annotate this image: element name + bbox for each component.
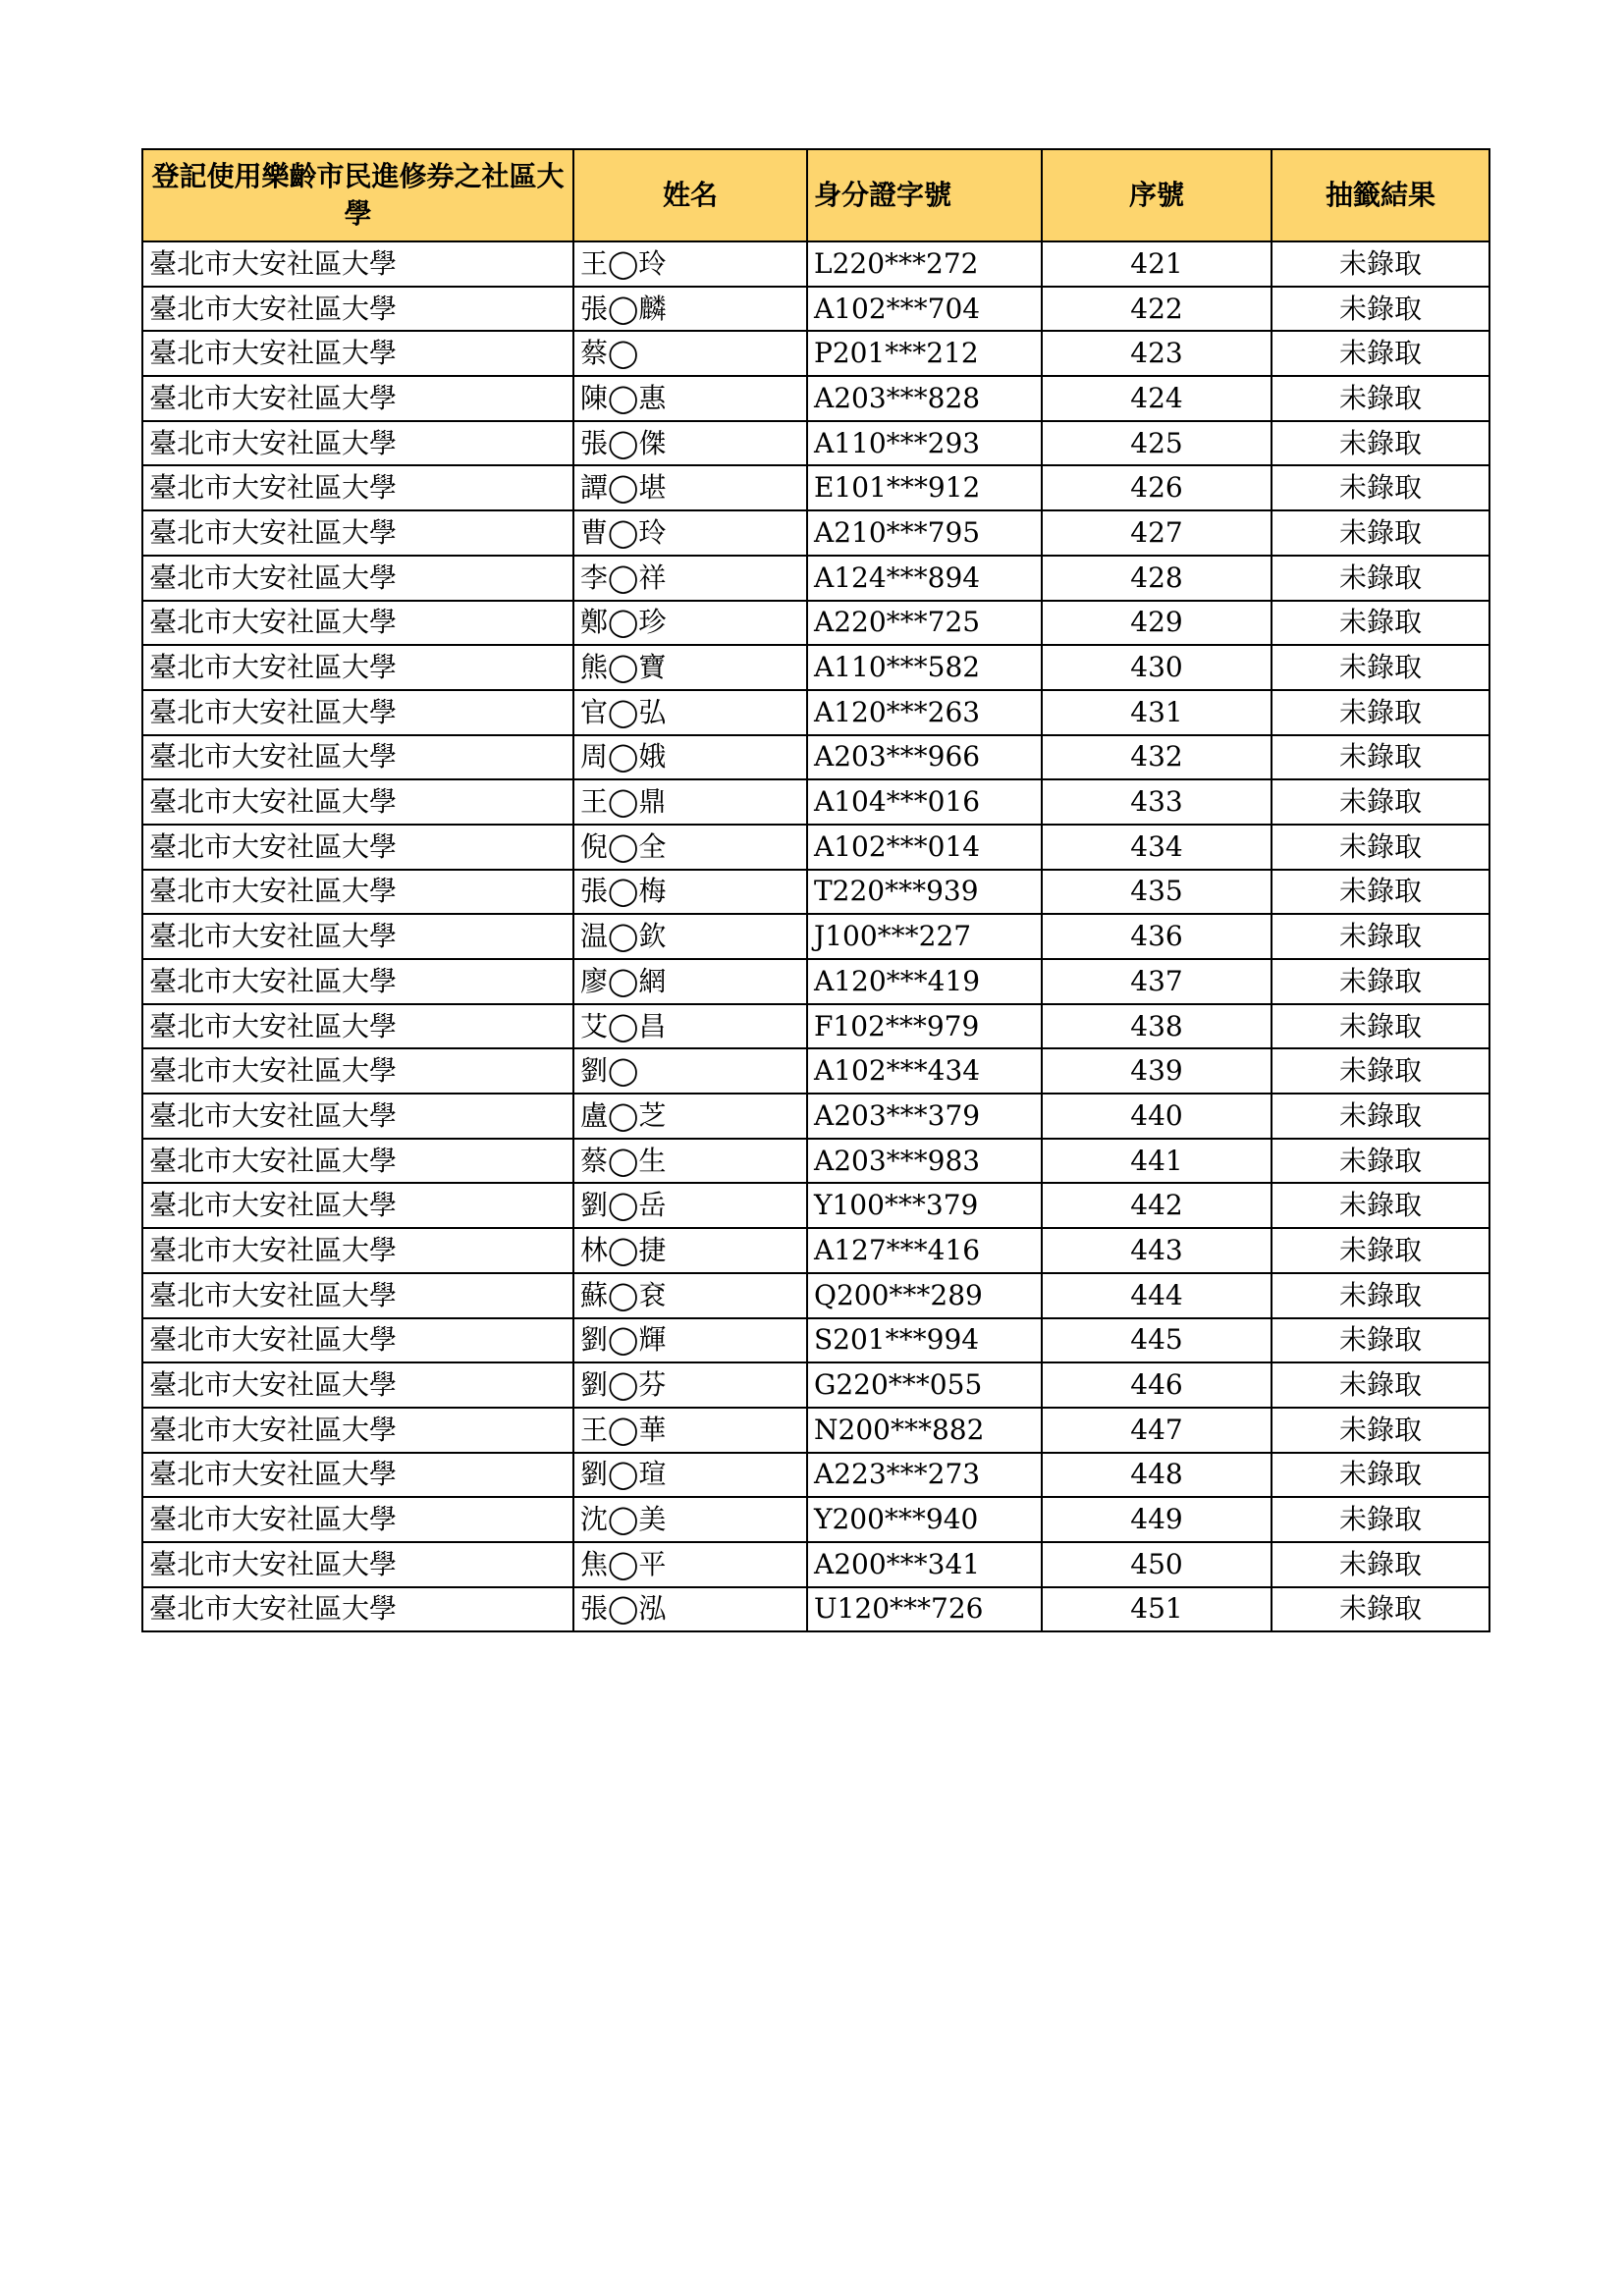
cell-result: 未錄取 [1272, 914, 1489, 959]
cell-result: 未錄取 [1272, 601, 1489, 646]
cell-name: 沈◯美 [573, 1497, 807, 1542]
cell-school: 臺北市大安社區大學 [142, 645, 573, 690]
cell-name: 蘇◯袞 [573, 1273, 807, 1318]
cell-name: 張◯傑 [573, 421, 807, 466]
cell-serial: 434 [1042, 825, 1272, 870]
table-row [142, 735, 1489, 780]
cell-result: 未錄取 [1272, 421, 1489, 466]
cell-serial: 445 [1042, 1318, 1272, 1363]
cell-name: 劉◯芬 [573, 1362, 807, 1408]
cell-name: 官◯弘 [573, 690, 807, 735]
cell-serial: 448 [1042, 1453, 1272, 1498]
cell-id-number: A203***379 [807, 1094, 1042, 1139]
cell-serial: 441 [1042, 1139, 1272, 1184]
cell-result: 未錄取 [1272, 1318, 1489, 1363]
cell-serial: 433 [1042, 779, 1272, 825]
cell-name: 盧◯芝 [573, 1094, 807, 1139]
cell-school: 臺北市大安社區大學 [142, 1094, 573, 1139]
cell-serial: 436 [1042, 914, 1272, 959]
cell-result: 未錄取 [1272, 1183, 1489, 1228]
cell-name: 劉◯瑄 [573, 1453, 807, 1498]
cell-id-number: A102***014 [807, 825, 1042, 870]
cell-serial: 423 [1042, 331, 1272, 376]
cell-serial: 443 [1042, 1228, 1272, 1273]
cell-result: 未錄取 [1272, 1048, 1489, 1094]
cell-name: 張◯梅 [573, 870, 807, 915]
cell-id-number: G220***055 [807, 1362, 1042, 1408]
cell-id-number: F102***979 [807, 1004, 1042, 1049]
lottery-results-table [141, 148, 1490, 1632]
cell-name: 王◯玲 [573, 241, 807, 287]
cell-result: 未錄取 [1272, 1228, 1489, 1273]
cell-id-number: Q200***289 [807, 1273, 1042, 1318]
table-row [142, 1453, 1489, 1498]
cell-name: 劉◯岳 [573, 1183, 807, 1228]
cell-result: 未錄取 [1272, 510, 1489, 556]
cell-id-number: A110***582 [807, 645, 1042, 690]
header-row [142, 149, 1489, 241]
cell-id-number: A127***416 [807, 1228, 1042, 1273]
table-row [142, 645, 1489, 690]
table-row [142, 601, 1489, 646]
cell-school: 臺北市大安社區大學 [142, 287, 573, 332]
cell-name: 焦◯平 [573, 1542, 807, 1587]
table-header [142, 149, 1489, 241]
cell-serial: 421 [1042, 241, 1272, 287]
cell-school: 臺北市大安社區大學 [142, 465, 573, 510]
cell-name: 林◯捷 [573, 1228, 807, 1273]
cell-id-number: U120***726 [807, 1587, 1042, 1632]
cell-serial: 442 [1042, 1183, 1272, 1228]
cell-id-number: A120***419 [807, 959, 1042, 1004]
cell-school: 臺北市大安社區大學 [142, 376, 573, 421]
cell-id-number: A223***273 [807, 1453, 1042, 1498]
cell-result: 未錄取 [1272, 1273, 1489, 1318]
cell-serial: 425 [1042, 421, 1272, 466]
table-row [142, 1362, 1489, 1408]
cell-result: 未錄取 [1272, 735, 1489, 780]
cell-school: 臺北市大安社區大學 [142, 1139, 573, 1184]
table-row [142, 376, 1489, 421]
cell-name: 廖◯網 [573, 959, 807, 1004]
cell-school: 臺北市大安社區大學 [142, 1362, 573, 1408]
cell-result: 未錄取 [1272, 825, 1489, 870]
cell-serial: 426 [1042, 465, 1272, 510]
cell-serial: 447 [1042, 1408, 1272, 1453]
cell-name: 鄭◯珍 [573, 601, 807, 646]
table-row [142, 1408, 1489, 1453]
table-row [142, 779, 1489, 825]
cell-school: 臺北市大安社區大學 [142, 914, 573, 959]
cell-name: 熊◯寶 [573, 645, 807, 690]
cell-result: 未錄取 [1272, 690, 1489, 735]
table-row [142, 421, 1489, 466]
cell-name: 曹◯玲 [573, 510, 807, 556]
cell-serial: 432 [1042, 735, 1272, 780]
table-row [142, 870, 1489, 915]
cell-result: 未錄取 [1272, 1497, 1489, 1542]
cell-result: 未錄取 [1272, 1587, 1489, 1632]
cell-name: 李◯祥 [573, 556, 807, 601]
table-row [142, 287, 1489, 332]
cell-result: 未錄取 [1272, 959, 1489, 1004]
cell-serial: 427 [1042, 510, 1272, 556]
cell-id-number: A124***894 [807, 556, 1042, 601]
cell-serial: 450 [1042, 1542, 1272, 1587]
table-row [142, 465, 1489, 510]
header-id-number: 身分證字號 [807, 149, 1042, 241]
cell-result: 未錄取 [1272, 241, 1489, 287]
cell-result: 未錄取 [1272, 1362, 1489, 1408]
cell-name: 劉◯ [573, 1048, 807, 1094]
table-row [142, 1183, 1489, 1228]
cell-school: 臺北市大安社區大學 [142, 1228, 573, 1273]
cell-school: 臺北市大安社區大學 [142, 1048, 573, 1094]
table-row [142, 690, 1489, 735]
header-name: 姓名 [573, 149, 807, 241]
cell-school: 臺北市大安社區大學 [142, 241, 573, 287]
cell-name: 劉◯輝 [573, 1318, 807, 1363]
cell-result: 未錄取 [1272, 287, 1489, 332]
cell-result: 未錄取 [1272, 779, 1489, 825]
cell-serial: 438 [1042, 1004, 1272, 1049]
cell-serial: 437 [1042, 959, 1272, 1004]
table-row [142, 1497, 1489, 1542]
cell-name: 張◯泓 [573, 1587, 807, 1632]
cell-id-number: J100***227 [807, 914, 1042, 959]
cell-name: 倪◯全 [573, 825, 807, 870]
cell-school: 臺北市大安社區大學 [142, 510, 573, 556]
cell-name: 周◯娥 [573, 735, 807, 780]
cell-id-number: A203***828 [807, 376, 1042, 421]
table-row [142, 241, 1489, 287]
cell-name: 温◯欽 [573, 914, 807, 959]
cell-id-number: A104***016 [807, 779, 1042, 825]
cell-id-number: N200***882 [807, 1408, 1042, 1453]
cell-serial: 429 [1042, 601, 1272, 646]
cell-name: 譚◯堪 [573, 465, 807, 510]
table-row [142, 1318, 1489, 1363]
cell-school: 臺北市大安社區大學 [142, 331, 573, 376]
cell-id-number: L220***272 [807, 241, 1042, 287]
cell-id-number: A203***966 [807, 735, 1042, 780]
cell-id-number: Y100***379 [807, 1183, 1042, 1228]
cell-id-number: T220***939 [807, 870, 1042, 915]
cell-school: 臺北市大安社區大學 [142, 1408, 573, 1453]
table-row [142, 1228, 1489, 1273]
table-row [142, 331, 1489, 376]
cell-serial: 439 [1042, 1048, 1272, 1094]
cell-id-number: E101***912 [807, 465, 1042, 510]
table-body [142, 241, 1489, 1631]
cell-result: 未錄取 [1272, 556, 1489, 601]
cell-id-number: S201***994 [807, 1318, 1042, 1363]
cell-result: 未錄取 [1272, 331, 1489, 376]
cell-school: 臺北市大安社區大學 [142, 959, 573, 1004]
cell-result: 未錄取 [1272, 1408, 1489, 1453]
cell-school: 臺北市大安社區大學 [142, 1587, 573, 1632]
cell-id-number: A102***704 [807, 287, 1042, 332]
cell-school: 臺北市大安社區大學 [142, 421, 573, 466]
header-serial: 序號 [1042, 149, 1272, 241]
cell-serial: 431 [1042, 690, 1272, 735]
table-row [142, 556, 1489, 601]
cell-serial: 449 [1042, 1497, 1272, 1542]
cell-school: 臺北市大安社區大學 [142, 735, 573, 780]
cell-name: 王◯華 [573, 1408, 807, 1453]
table-row [142, 825, 1489, 870]
cell-serial: 428 [1042, 556, 1272, 601]
table-row [142, 914, 1489, 959]
cell-name: 王◯鼎 [573, 779, 807, 825]
cell-name: 蔡◯ [573, 331, 807, 376]
cell-school: 臺北市大安社區大學 [142, 556, 573, 601]
table-row [142, 1094, 1489, 1139]
cell-id-number: A110***293 [807, 421, 1042, 466]
cell-school: 臺北市大安社區大學 [142, 1542, 573, 1587]
cell-id-number: P201***212 [807, 331, 1042, 376]
cell-serial: 444 [1042, 1273, 1272, 1318]
cell-serial: 435 [1042, 870, 1272, 915]
header-result: 抽籤結果 [1272, 149, 1489, 241]
table-row [142, 1048, 1489, 1094]
cell-name: 陳◯惠 [573, 376, 807, 421]
cell-school: 臺北市大安社區大學 [142, 690, 573, 735]
cell-id-number: A200***341 [807, 1542, 1042, 1587]
cell-serial: 422 [1042, 287, 1272, 332]
cell-serial: 430 [1042, 645, 1272, 690]
cell-name: 艾◯昌 [573, 1004, 807, 1049]
cell-result: 未錄取 [1272, 645, 1489, 690]
cell-name: 蔡◯生 [573, 1139, 807, 1184]
cell-school: 臺北市大安社區大學 [142, 1497, 573, 1542]
cell-result: 未錄取 [1272, 465, 1489, 510]
cell-serial: 424 [1042, 376, 1272, 421]
cell-school: 臺北市大安社區大學 [142, 1318, 573, 1363]
table-row [142, 1587, 1489, 1632]
cell-school: 臺北市大安社區大學 [142, 779, 573, 825]
cell-name: 張◯麟 [573, 287, 807, 332]
table-row [142, 510, 1489, 556]
cell-id-number: A120***263 [807, 690, 1042, 735]
cell-id-number: A102***434 [807, 1048, 1042, 1094]
cell-school: 臺北市大安社區大學 [142, 1183, 573, 1228]
cell-result: 未錄取 [1272, 870, 1489, 915]
cell-school: 臺北市大安社區大學 [142, 825, 573, 870]
cell-result: 未錄取 [1272, 1004, 1489, 1049]
header-school: 登記使用樂齡市民進修券之社區大學 [142, 149, 573, 241]
cell-id-number: Y200***940 [807, 1497, 1042, 1542]
cell-id-number: A220***725 [807, 601, 1042, 646]
cell-result: 未錄取 [1272, 1139, 1489, 1184]
table-row [142, 1139, 1489, 1184]
table-row [142, 1542, 1489, 1587]
table-row [142, 1004, 1489, 1049]
cell-school: 臺北市大安社區大學 [142, 1273, 573, 1318]
cell-serial: 440 [1042, 1094, 1272, 1139]
table-row [142, 1273, 1489, 1318]
cell-result: 未錄取 [1272, 1453, 1489, 1498]
cell-serial: 451 [1042, 1587, 1272, 1632]
table-row [142, 959, 1489, 1004]
cell-result: 未錄取 [1272, 376, 1489, 421]
cell-result: 未錄取 [1272, 1542, 1489, 1587]
cell-school: 臺北市大安社區大學 [142, 1453, 573, 1498]
cell-school: 臺北市大安社區大學 [142, 1004, 573, 1049]
cell-id-number: A210***795 [807, 510, 1042, 556]
cell-serial: 446 [1042, 1362, 1272, 1408]
cell-school: 臺北市大安社區大學 [142, 601, 573, 646]
cell-id-number: A203***983 [807, 1139, 1042, 1184]
cell-result: 未錄取 [1272, 1094, 1489, 1139]
cell-school: 臺北市大安社區大學 [142, 870, 573, 915]
